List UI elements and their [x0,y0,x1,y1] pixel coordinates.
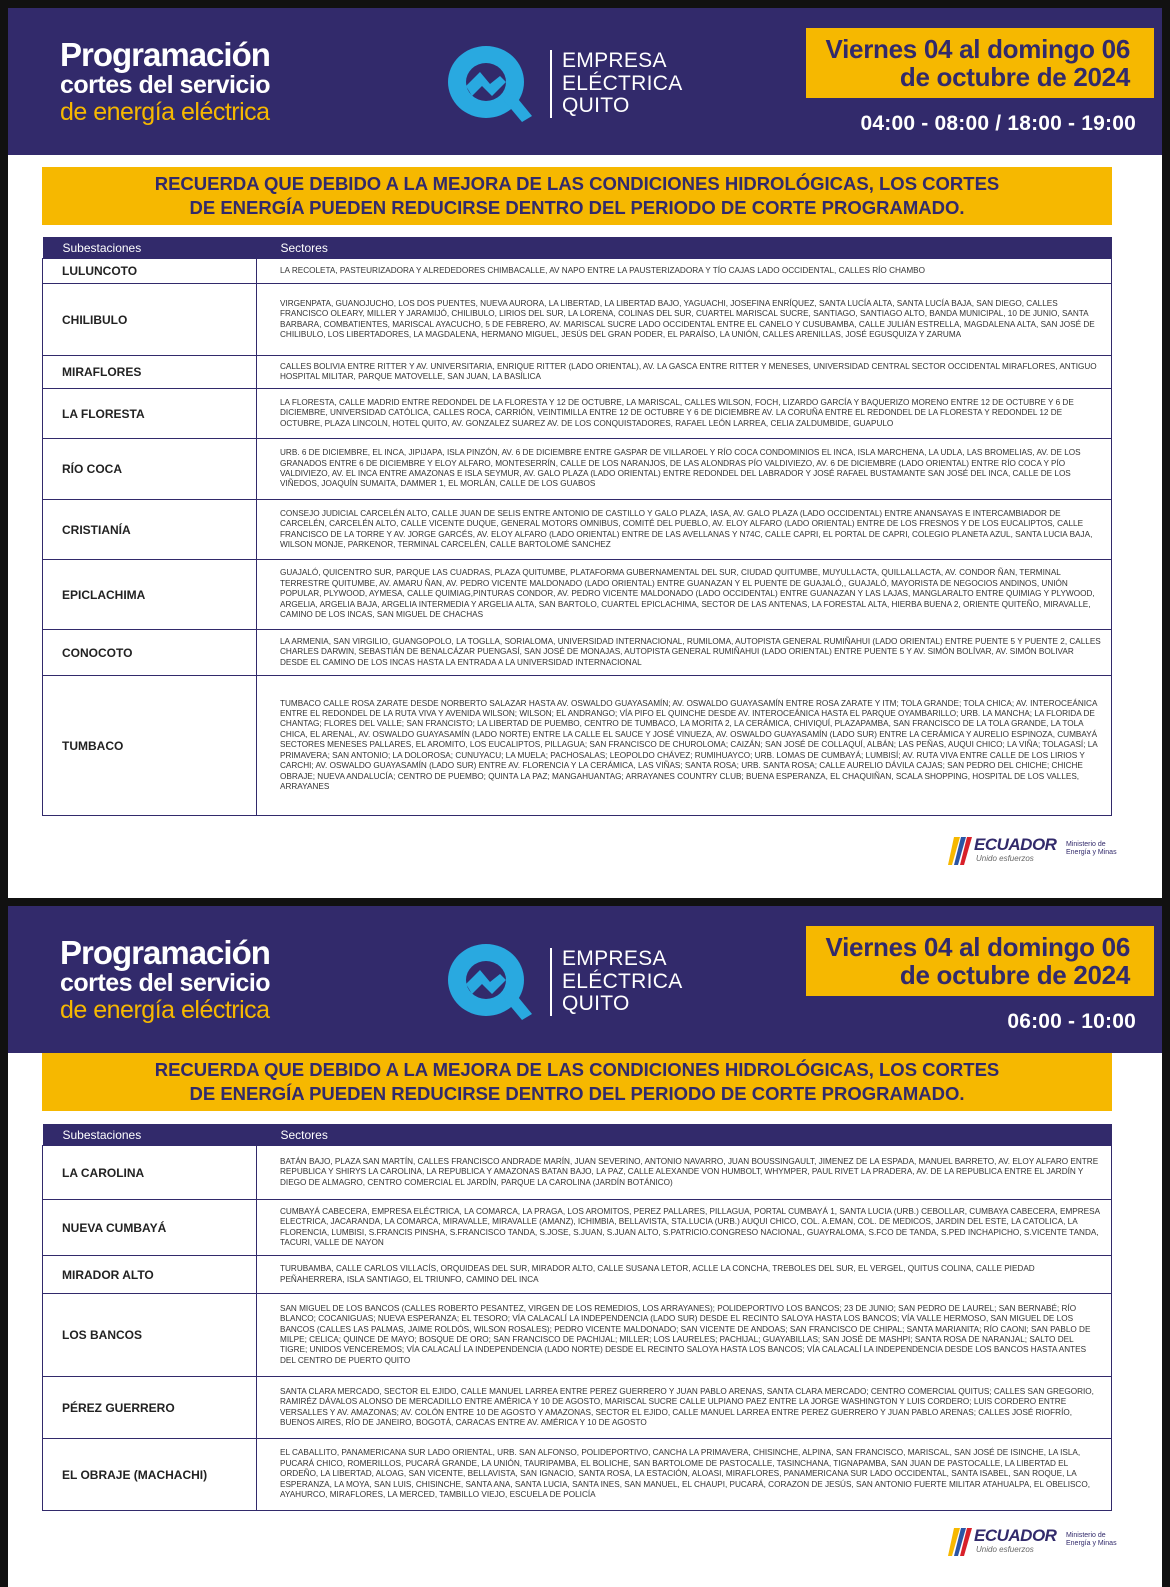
footer-logo [948,835,1118,875]
sector-list: LA ARMENIA, SAN VIRGILIO, GUANGOPOLO, LA TOGLLA, SORIALOMA, UNIVERSIDAD INTERNACIONAL, RUMILOMA, AUTOPISTA GENERAL RUMIÑAHUI (LADO ORIENTAL) ENTRE PUENTE 5 Y PUENTE 2, CALLES CHARLES DARWIN, SEBASTIÁN DE BENALCÁZAR PUENGASÍ, SAN JOSÉ DE MONAJAS, AUTOPISTA GENERAL RUMIÑAHUI (LADO ORIENTAL) ENTRE PUENTE 5 Y AV. SIMÓN BOLÍVAR, AV. SIMÓN BOLIVAR DESDE EL CAMINO DE LOS INCAS HASTA LA ENTRADA A LA UNIVERSIDAD INTERNACIONAL [257,630,1112,676]
eeq-logo [444,938,683,1028]
ministry-label [1066,841,1117,857]
date-line-1: Viernes 04 al domingo 06 [825,34,1130,64]
substation-name: CRISTIANÍA [43,500,257,560]
header-substations: Subestaciones [43,1124,257,1146]
table-row [43,500,1112,560]
outage-hours: 04:00 - 08:00 / 18:00 - 19:00 [860,112,1136,135]
substation-name: CONOCOTO [43,630,257,676]
table-row [43,389,1112,439]
header-title [60,936,270,1023]
substation-name: RÍO COCA [43,439,257,500]
sector-list: TURUBAMBA, CALLE CARLOS VILLACÍS, ORQUIDEAS DEL SUR, MIRADOR ALTO, CALLE SUSANA LETOR, ACLLE LA CONCHA, TREBOLES DEL SUR, EL VERGEL, QUITUS COLINA, CALLE PIEDAD PEÑAHERRERA, ISLA SANTIAGO, EL TRIUNFO, CAMINO DEL INCA [257,1256,1112,1294]
logo-line-2: ELÉCTRICA [562,71,683,95]
logo-wordmark [550,50,683,118]
table-row [43,284,1112,356]
sector-list: SANTA CLARA MERCADO, SECTOR EL EJIDO, CALLE MANUEL LARREA ENTRE PEREZ GUERRERO Y JUAN PABLO ARENAS, SANTA CLARA MERCADO; CENTRO COMERCIAL QUITUS; CALLES SAN GREGORIO, RAMIRÉZ DÁVALOS ALONSO DE MERCADILLO ENTRE AMÉRICA Y 10 DE AGOSTO, MARISCAL SUCRE CALLE ULPIANO PAEZ ENTRE LA JORGE WASHINGTON Y LUIS CORDERO; LUIS CORDERO ENTRE VERSALLES Y AV. AMAZONAS; AV. COLÓN ENTRE 10 DE AGOSTO Y AMAZONAS, SECTOR EL EJIDO, CALLE MANUEL LARREA ENTRE PEREZ GUERRERO Y JUAN PABLO ARENAS; CALLES JOSÉ RIOFRÍO, BUENOS AIRES, RÍO DE JANEIRO, BOGOTÁ, CARACAS ENTRE AV. AMÉRICA Y 10 DE AGOSTO [257,1377,1112,1439]
title-line-1: Programación [60,36,270,73]
notice-banner [42,1053,1112,1111]
ministry-label [1066,1532,1117,1548]
table-row [43,1439,1112,1511]
table-row [43,356,1112,389]
substations-table [42,237,1112,816]
table-row [43,630,1112,676]
substation-name: CHILIBULO [43,284,257,356]
ecuador-wordmark: ECUADOR [974,835,1057,854]
ecuador-slogan: Unido esfuerzos [976,1545,1034,1554]
sector-list: URB. 6 DE DICIEMBRE, EL INCA, JIPIJAPA, ISLA PINZÓN, AV. 6 DE DICIEMBRE ENTRE GASPAR DE VILLAROEL Y RÍO COCA CONDOMINIOS EL INCA, ISLA MARCHENA, LA UDLA, LAS BROMELIAS, AV. DE LOS GRANADOS ENTRE 6 DE DICIEMBRE Y ELOY ALFARO, MONTESERRÍN, CALLE DE LOS NARANJOS, DE LAS ALONDRAS PÍO VALDIVIEZO, AV. 6 DE DICIEMBRE (LADO ORIENTAL) ENTRE RÍO COCA Y PÍO VALDIVIEZO, AV. EL INCA ENTRE AMAZONAS E ISLA SEYMUR, AV. GALO PLAZA (LADO ORIENTAL) ENTRE REDONDEL DEL LABRADOR Y JOSÉ RAFAEL BUSTAMANTE SAN JOSÉ DEL INCA, CALLE DE LOS VIÑEDOS, JOAQUÍN SUMAITA, DAMMER 1, EL MORLÁN, CALLE DE LOS GUABOS [257,439,1112,500]
substation-name: LULUNCOTO [43,259,257,284]
date-box [806,926,1154,996]
substation-name: MIRAFLORES [43,356,257,389]
sector-list: CALLES BOLIVIA ENTRE RITTER Y AV. UNIVERSITARIA, ENRIQUE RITTER (LADO ORIENTAL), AV. LA GASCA ENTRE RITTER Y MENESES, UNIVERSIDAD CENTRAL SECTOR OCCIDENTAL MIRAFLORES, ANTIGUO HOSPITAL MILITAR, PARQUE MATOVELLE, SAN JUAN, LA BASÍLICA [257,356,1112,389]
sector-list: BATÁN BAJO, PLAZA SAN MARTÍN, CALLES FRANCISCO ANDRADE MARÍN, JUAN SEVERINO, ANTONIO NAVARRO, JUAN BOUSSINGAULT, JIMENEZ DE LA ESPADA, MANUEL BARRETO, AV. ELOY ALFARO ENTRE REPUBLICA Y SHIRYS LA CAROLINA, LA REPUBLICA Y AMAZONAS BATAN BAJO, LA PAZ, CALLE ALEXANDE VON HUMBOLT, WHYMPER, PAUL RIVET LA PRADERA, AV. DE LA REPUBLICA ENTRE EL JARDÍN Y DIEGO DE ALMAGRO, CENTRO COMERCIAL EL JARDÍN, PARQUE LA CAROLINA (JARDÍN BOTÁNICO) [257,1146,1112,1200]
substation-name: LA FLORESTA [43,389,257,439]
date-line-2: de octubre de 2024 [899,61,1130,92]
ecuador-wordmark: ECUADOR [974,1526,1057,1545]
logo-line-3: QUITO [562,94,630,118]
header-sectors: Sectores [257,237,1112,259]
table-row [43,560,1112,630]
notice-banner [42,167,1112,225]
schedule-sheet-1 [8,8,1162,898]
eeq-logo-icon [444,938,544,1028]
footer-logo [948,1526,1118,1566]
table-row [43,439,1112,500]
header-sectors: Sectores [257,1124,1112,1146]
substation-name: NUEVA CUMBAYÁ [43,1200,257,1256]
logo-line-1: EMPRESA [562,49,667,72]
sector-list: SAN MIGUEL DE LOS BANCOS (CALLES ROBERTO PESANTEZ, VIRGEN DE LOS REMEDIOS, LOS ARRAYANES); POLIDEPORTIVO LOS BANCOS; 23 DE JUNIO; SAN PEDRO DE LAUREL; SAN BERNABÉ; RÍO BLANCO; COCANIGUAS; NUEVA ESPERANZA; EL TESORO; VÍA CALACALÍ LA INDEPENDENCIA (LADO SUR) DESDE EL RECINTO SALOYA HASTA LOS BANCOS; VÍA VALLE HERMOSO, SAN MIGUEL DE LOS BANCOS (CALLES LAS PALMAS, JAIME ROLDÓS, WILSON ROSALES); PEDRO VICENTE MALDONADO; SAN VICENTE DE ANDOAS; SAN FRANCISCO DE CHIPAL; SANTA MARIANITA; RÍO CAONI; SAN PABLO DE MILPE; CELICA; QUINCE DE MAYO; BOSQUE DE ORO; SAN FRANCISCO DE PACHIJAL; MILLER; LOS LAURELES; PACHIJAL; GUAYABILLAS; SAN JOSÉ DE MASHPI; SANTA ROSA DE NARANJAL; SALTO DEL TIGRE; UNIDOS VENCEREMOS; VÍA CALACALÍ LA INDEPENDENCIA (LADO NORTE) DESDE EL RECINTO SALOYA HASTA LOS BANCOS; VÍA CALACALÍ LA INDEPENDENCIA DESDE LOS BANCOS HASTA ANTES DEL CENTRO DE PUERTO QUITO [257,1294,1112,1377]
header-title [60,38,270,125]
title-line-2: cortes del servicio [60,71,271,99]
logo-line-2: ELÉCTRICA [562,969,683,993]
table-row [43,1294,1112,1377]
date-line-1: Viernes 04 al domingo 06 [825,932,1130,962]
sector-list: VIRGENPATA, GUANOJUCHO, LOS DOS PUENTES, NUEVA AURORA, LA LIBERTAD, LA LIBERTAD BAJO, YAGUACHI, JOSEFINA ENRÍQUEZ, SANTA LUCÍA ALTA, SANTA LUCÍA BAJA, SAN DIEGO, CALLES FRANCISCO OLEARY, MILLER Y JARAMIJÓ, CHILIBULO, LIRIOS DEL SUR, LA LORENA, COLINAS DEL SUR, CUARTEL MARISCAL SUCRE, SANTIAGO, SANTIAGO ALTO, BANDA MUNICIPAL, 10 DE JUNIO, SANTA BARBARA, COMBATIENTES, MARISCAL AYACUCHO, 5 DE FEBRERO, AV. MARISCAL SUCRE LADO OCCIDENTAL ENTRE EL CANELO Y CUSUBAMBA, CALLE JULIÁN ESTRELLA, MAGDALENA ALTA, SAN JOSÉ DE CHILIBULO, LOS LIBERTADORES, LA MAGDALENA, HERMANO MIGUEL, JESÚS DEL GRAN PODER, EL PARAÍSO, LA UNIÓN, CALLES ARENILLAS, JOSÉ EGUSQUIZA Y ZARUMA [257,284,1112,356]
ecuador-flag-icon [948,837,974,865]
substations-table [42,1124,1112,1511]
substation-name: LOS BANCOS [43,1294,257,1377]
notice-line-1: RECUERDA QUE DEBIDO A LA MEJORA DE LAS CONDICIONES HIDROLÓGICAS, LOS CORTES [154,173,1000,194]
ecuador-slogan: Unido esfuerzos [976,854,1034,863]
substation-name: LA CAROLINA [43,1146,257,1200]
eeq-logo [444,40,683,130]
table-row [43,676,1112,816]
ministry-line-1: Ministerio de [1066,1532,1106,1539]
header-substations: Subestaciones [43,237,257,259]
sector-list: GUAJALÓ, QUICENTRO SUR, PARQUE LAS CUADRAS, PLAZA QUITUMBE, PLATAFORMA GUBERNAMENTAL DEL SUR, CIUDAD QUITUMBE, MUYULLACTA, QUILLALLACTA, AV. CONDOR ÑAN, TERMINAL TERRESTRE QUITUMBE, AV. AMARU ÑAN, AV. PEDRO VICENTE MALDONADO (LADO ORIENTAL) ENTRE GUANAZAN Y EL PUENTE DE GUAJALÓ,, GUAJALÓ, MAYORISTA DE NEGOCIOS ANDINOS, UNIÓN POPULAR, PLYWOOD, AYMESA, CALLE QUIMIAG,PINTURAS CONDOR, AV. PEDRO VICENTE MALDONADO (LADO OCCIDENTAL) ENTRE GUANAZAN Y LAS LAJAS, MANGLARALTO ENTRE QUIMIAG Y PLYWOOD, ARGELIA, ARGELIA BAJA, ARGELIA INTERMEDIA Y ARGELIA ALTA, SAN BARTOLO, CUARTEL EPICLACHIMA, SECTOR DE LAS ANTENAS, LA FORESTAL ALTA, HIERBA BUENA 2, ORIENTE QUITEÑO, MIRAVALLE, CAMINO DE LOS INCAS, SAN MIGUEL DE CHACHAS [257,560,1112,630]
notice-line-2: DE ENERGÍA PUEDEN REDUCIRSE DENTRO DEL PERIODO DE CORTE PROGRAMADO. [189,197,965,218]
substation-name: EL OBRAJE (MACHACHI) [43,1439,257,1511]
logo-wordmark [550,948,683,1016]
table-row [43,1256,1112,1294]
ministry-line-2: Energía y Minas [1066,1540,1117,1547]
ministry-line-1: Ministerio de [1066,841,1106,848]
table-row [43,1146,1112,1200]
eeq-logo-icon [444,40,544,130]
notice-line-1: RECUERDA QUE DEBIDO A LA MEJORA DE LAS CONDICIONES HIDROLÓGICAS, LOS CORTES [154,1059,1000,1080]
sector-list: EL CABALLITO, PANAMERICANA SUR LADO ORIENTAL, URB. SAN ALFONSO, POLIDEPORTIVO, CANCHA LA PRIMAVERA, CHISINCHE, ALPINA, SAN FRANCISCO, MARISCAL, SAN JOSÉ DE ISINCHE, LA ISLA, PUCARÁ CHICO, ROMERILLOS, PUCARÁ GRANDE, LA UNIÓN, TAURIPAMBA, EL BOLICHE, SAN BARTOLOME DE PASTOCALLE, TASINCHANA, TIGNAPAMBA, SAN JUAN DE PASTOCALLE, LA LIBERTAD EL ORDEÑO, LA LIBERTAD, ALOAG, SAN VICENTE, BELLAVISTA, SAN IGNACIO, SANTA ROSA, LA ESTACIÓN, ALOASI, MIRAFLORES, PANAMERICANA SUR LADO OCCIDENTAL, SANTA ISABEL, SAN ROQUE, LA ESPERANZA, LA MOYA, SAN LUIS, CHISINCHE, SANTA ANA, SANTA LUCIA, SANTA INES, SAN MANUEL, EL CHAUPI, PUCARÁ, CORAZON DE JESÚS, SAN ANTONIO FUERTE MILITAR ATAHUALPA, EL OBELISCO, AYAHURCO, MIRAFLORES, LA MERCED, TAMBILLO VIEJO, ESCUELA DE POLICÍA [257,1439,1112,1511]
table-header-row [43,237,1112,259]
table-row [43,259,1112,284]
ministry-line-2: Energía y Minas [1066,849,1117,856]
title-line-2: cortes del servicio [60,969,271,997]
sector-list: CUMBAYÁ CABECERA, EMPRESA ELÉCTRICA, LA COMARCA, LA PRAGA, LOS AROMITOS, PEREZ PALLARES, PILLAGUA, PORTAL CUMBAYÁ 1, SANTA LUCIA (URB.) CEBOLLAR, CUMBAYA CABECERA, EMPRESA ELECTRICA, JACARANDA, LA COMARCA, MIRAVALLE, MIRAVALLE (AMANZ), ICHIMBIA, BELLAVISTA, STA.LUCIA (URB.) AUQUI CHICO, COL. A.EMAN, COL. DE MEDICOS, JARDIN DEL ESTE, LA CATOLICA, LA FLORENCIA, LUMBISI, S.FRANCIS PINSHA, S.FRANCISCO TANDA, S.JOSE, S.JUAN, S.JUAN ALTO, S.PATRICIO.CONGRESO NACIONAL, GUAYRALOMA, S.FCO DE TANDA, S.PED INCHAPICHO, S.VICENTE TANDA, TACURI, VALLE DE NAYON [257,1200,1112,1256]
title-line-3: de energía eléctrica [60,996,270,1024]
substation-name: EPICLACHIMA [43,560,257,630]
title-line-1: Programación [60,934,270,971]
logo-line-3: QUITO [562,992,630,1016]
substation-name: MIRADOR ALTO [43,1256,257,1294]
sector-list: LA FLORESTA, CALLE MADRID ENTRE REDONDEL DE LA FLORESTA Y 12 DE OCTUBRE, LA MARISCAL, CALLES WILSON, FOCH, LIZARDO GARCÍA Y BAQUERIZO MORENO ENTRE 12 DE OCTUBRE Y 6 DE DICIEMBRE, UNIVERSIDAD CATÓLICA, CALLES ROCA, CARRIÓN, VEINTIMILLA ENTRE 12 DE OCTUBRE Y 6 DE DICIEMBRE AV. LA CORUÑA ENTRE EL REDONDEL DE LA FLORESTA Y REDONDEL 12 DE OCTUBRE, PLAZA LINCOLN, HOTEL QUITO, AV. GONZALEZ SUAREZ AV. DE LOS CONQUISTADORES, RAFAEL LEÓN LARREA, CELIA ZALDUMBIDE, GUAPULO [257,389,1112,439]
header-banner [8,8,1162,155]
date-line-2: de octubre de 2024 [899,959,1130,990]
logo-line-1: EMPRESA [562,947,667,970]
title-line-3: de energía eléctrica [60,98,270,126]
header-banner [8,906,1162,1053]
sector-list: CONSEJO JUDICIAL CARCELÉN ALTO, CALLE JUAN DE SELIS ENTRE ANTONIO DE CASTILLO Y GALO PLAZA, IASA, AV. GALO PLAZA (LADO OCCIDENTAL) ENTRE ANANSAYAS E INTERCAMBIADOR DE CARCELÉN, CARCELÉN ALTO, CALLE VICENTE DUQUE, GENERAL MOTORS OMNIBUS, COMITÉ DEL PUEBLO, AV. ELOY ALFARO (LADO ORIENTAL) ENTRE DE LOS FRESNOS Y DE LOS EUCALIPTOS, CALLE FRANCISCO DE LA TORRE Y AV. JORGE GARCÉS, AV. ELOY ALFARO (LADO ORIENTAL) ENTRE DE LAS AVELLANAS Y N74C, CALLE CAPRI, EL PORTAL DE CAPRI, COLEGIO PLANETA AZUL, SANTA LUCIA BAJA, WILSON MONJE, PARKENOR, TERMINAL CARCELÉN, CALLE BARTOLOMÉ SANCHEZ [257,500,1112,560]
sector-list: TUMBACO CALLE ROSA ZARATE DESDE NORBERTO SALAZAR HASTA AV. OSWALDO GUAYASAMÍN; AV. OSWALDO GUAYASAMÍN ENTRE ROSA ZARATE Y ITM; TOLA GRANDE; TOLA CHICA; AV. INTEROCEÁNICA ENTRE EL REDONDEL DE LA RUTA VIVA Y AVENIDA WILSON; WILSON; EL ANDRANGO; VÍA PIFO EL QUINCHE DESDE AV. INTEROCEÁNICA HASTA EL PARQUE OYAMBARILLO; URB. LA MANCHA; LA FLORIDA DE CHANTAG; FLORES DEL VALLE; SAN FRANCISTO; LA LIBERTAD DE PUEMBO, CENTRO DE TUMBACO, LA MORITA 2, LA CERÁMICA, CHIVIQUÍ, PLAZAPAMBA, SAN FRANCISCO DE LA TOLA GRANDE, LA TOLA CHICA, EL ARENAL, AV. OSWALDO GUAYASAMÍN (LADO NORTE) ENTRE LA CALLE EL SAUCE Y JOSÉ VINUEZA, AV. OSWALDO GUAYASAMÍN (LADO SUR) ENTRE LA CERÁMICA Y AURELIO ESPINOZA, CUMBAYÁ SECTORES MENESES PALLARES, EL AROMITO, LOS EUCALIPTOS, PILLAGUA; SAN FRANCISCO DE CHUROLOMA; CAIZÁN; SAN JOSÉ DE COLLAQUÍ, ALBÁN; LAS PEÑAS, AUQUI CHICO; LA VIÑA; TOLAGASÍ; LA PRIMAVERA; SAN ANTONIO; LA DOLOROSA; CUNUYACU; LA MUELA; PACHOSALAS; LEOPOLDO CHÁVEZ; RUMIHUAYCO; URB. LOMAS DE CUMBAYÁ; LUMBISÍ; AV. RUTA VIVA ENTRE CALLE DE LOS LIRIOS Y CARCHI; AV. OSWALDO GUAYASAMÍN (LADO SUR) ENTRE AV. FLORENCIA Y LA CERÁMICA, LAS VIÑAS; SANTA ROSA; URB. SANTA ROSA; CALLE AURELIO DÁVILA CAJAS; SAN PEDRO DEL CHICHE; CHICHE OBRAJE; NUEVA ANDALUCÍA; CENTRO DE PUEMBO; QUINTA LA PAZ; MANGAHUANTAG; ARRAYANES COUNTRY CLUB; BUENA ESPERANZA, EL CHAQUIÑAN, SCALA SHOPPING, HOSPITAL DE LOS VALLES, ARRAYANES [257,676,1112,816]
sector-list: LA RECOLETA, PASTEURIZADORA Y ALREDEDORES CHIMBACALLE, AV NAPO ENTRE LA PAUSTERIZADORA Y TÍO CAJAS LADO OCCIDENTAL, CALLES RÍO CHAMBO [257,259,1112,284]
ecuador-flag-icon [948,1528,974,1556]
table-row [43,1377,1112,1439]
outage-hours: 06:00 - 10:00 [1007,1010,1136,1033]
notice-line-2: DE ENERGÍA PUEDEN REDUCIRSE DENTRO DEL PERIODO DE CORTE PROGRAMADO. [189,1083,965,1104]
schedule-sheet-2 [8,906,1162,1587]
date-box [806,28,1154,98]
substation-name: PÉREZ GUERRERO [43,1377,257,1439]
substation-name: TUMBACO [43,676,257,816]
table-row [43,1200,1112,1256]
table-header-row [43,1124,1112,1146]
